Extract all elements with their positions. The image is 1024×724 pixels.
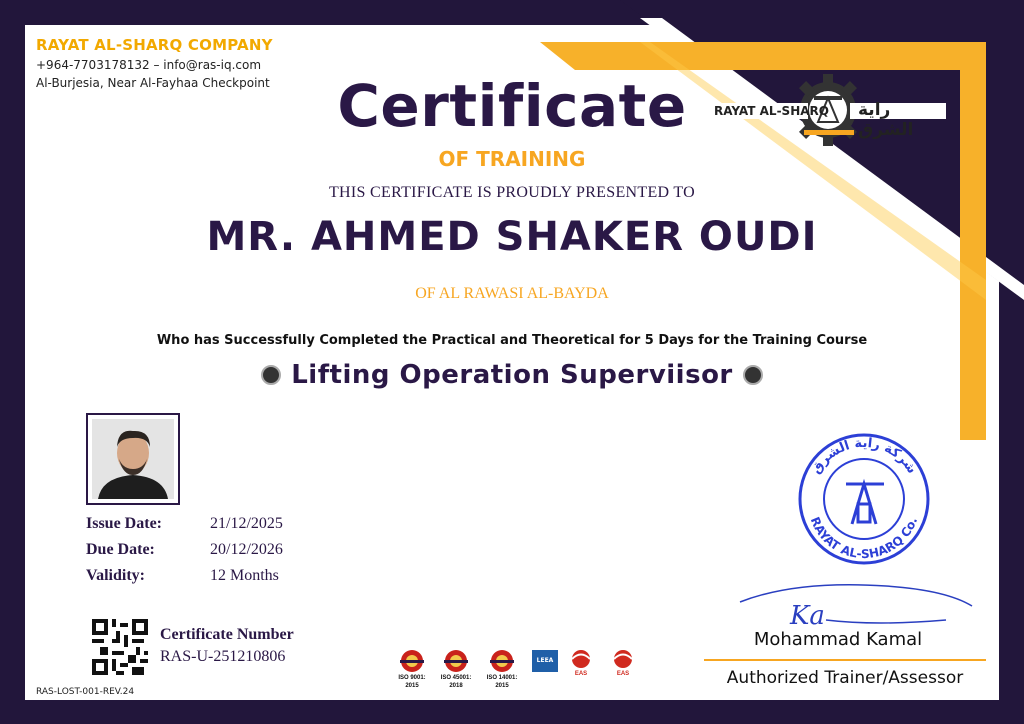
eas-icon	[568, 648, 594, 670]
person-photo-icon	[92, 419, 174, 499]
eas-icon	[610, 648, 636, 670]
seal-stamp-icon	[794, 432, 934, 566]
signature-script: Ka	[790, 601, 825, 631]
accreditation-badge	[436, 648, 476, 690]
accreditation-badge	[566, 648, 596, 678]
accreditation-badge	[608, 648, 638, 678]
certificate-title: Certificate	[337, 72, 687, 140]
badge-label: ISO 9001: 2015	[398, 675, 426, 689]
seal-text-ar: شركة راية الشرق	[808, 435, 920, 477]
bullet-icon	[743, 365, 763, 385]
logo-text-en: RAYAT AL-SHARQ	[714, 104, 829, 118]
signature-divider	[704, 659, 986, 661]
recipient-company: OF AL RAWASI AL-BAYDA	[415, 285, 609, 302]
signer-role: Authorized Trainer/Assessor	[726, 668, 964, 688]
company-name: RAYAT AL-SHARQ COMPANY	[36, 36, 273, 54]
document-code: RAS-LOST-001-REV.24	[36, 687, 135, 697]
company-seal	[794, 432, 934, 566]
course-title: Lifting Operation Superviisor	[291, 360, 733, 390]
badge-label: ISO 45001: 2018	[440, 675, 472, 689]
validity-label: Validity:	[86, 567, 145, 584]
signer-name: Mohammad Kamal	[753, 629, 923, 650]
due-date-value: 20/12/2026	[210, 541, 283, 558]
recipient-name: MR. AHMED SHAKER OUDI	[206, 214, 818, 260]
badge-label: ISO 14001: 2015	[486, 675, 518, 689]
recipient-photo	[86, 413, 180, 505]
leea-icon	[532, 650, 558, 672]
certificate-number-label: Certificate Number	[160, 626, 294, 643]
due-date-label: Due Date:	[86, 541, 155, 558]
badge-label: LEEA	[536, 657, 554, 664]
certificate-subtitle: OF TRAINING	[438, 147, 586, 171]
signature	[736, 580, 976, 632]
iso-badge-icon	[398, 648, 426, 674]
qr-code[interactable]	[92, 619, 148, 675]
course-row	[0, 360, 1024, 390]
accreditation-badge	[530, 650, 560, 672]
svg-text:شركة راية الشرق	[809, 436, 920, 477]
iso-badge-icon	[488, 648, 516, 674]
accreditation-badge	[482, 648, 522, 690]
company-address: Al-Burjesia, Near Al-Fayhaa Checkpoint	[36, 76, 270, 90]
logo-text-ar: راية الشرق	[858, 100, 914, 140]
seal-text-en: RAYAT AL-SHARQ Co.	[807, 514, 921, 562]
qr-code-icon	[92, 619, 148, 675]
issue-date-label: Issue Date:	[86, 515, 162, 532]
presented-to-text: THIS CERTIFICATE IS PROUDLY PRESENTED TO	[328, 184, 696, 201]
accreditation-badge	[394, 648, 430, 690]
certificate-number-value: RAS-U-251210806	[160, 648, 286, 665]
validity-value: 12 Months	[210, 567, 279, 584]
badge-label: EAS	[616, 671, 630, 677]
badge-label: EAS	[574, 671, 588, 677]
bullet-icon	[261, 365, 281, 385]
issue-date-value: 21/12/2025	[210, 515, 283, 532]
company-contact: +964-7703178132 – info@ras-iq.com	[36, 58, 262, 72]
iso-badge-icon	[442, 648, 470, 674]
completion-statement: Who has Successfully Completed the Practical and Theoretical for 5 Days for the Training Course	[156, 333, 868, 348]
